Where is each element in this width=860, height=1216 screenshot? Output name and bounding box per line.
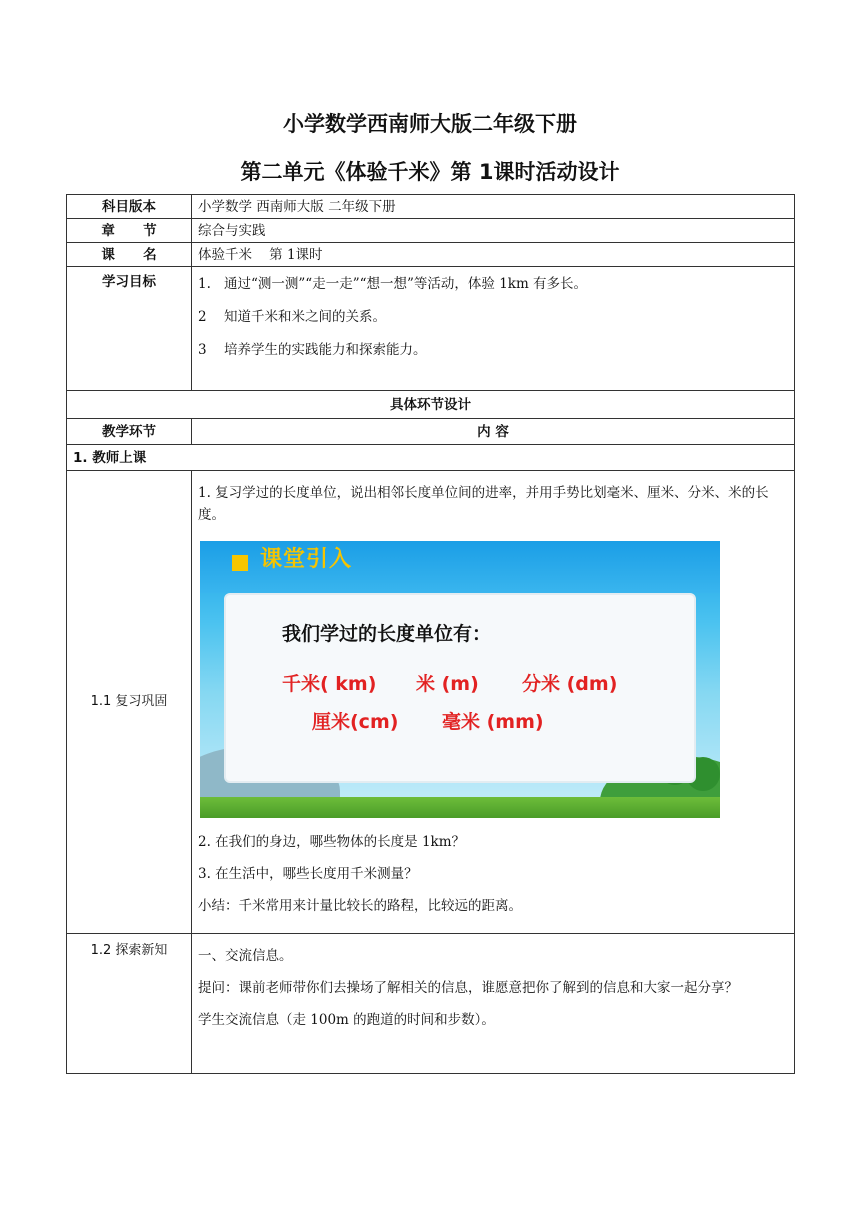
explore-content (192, 934, 795, 1074)
table-row-subject (67, 195, 795, 219)
review-content (192, 471, 795, 934)
chapter-value: 综合与实践 (192, 219, 795, 243)
review-summary: 小结：千米常用来计量比较长的路程，比较远的距离。 (198, 898, 522, 914)
stage-column-header: 教学环节 (67, 419, 192, 445)
subject-value: 小学数学 西南师大版 二年级下册 (192, 195, 795, 219)
table-row-lesson (67, 243, 795, 267)
table-row-explore (67, 934, 795, 1074)
objective-item: 3 培养学生的实践能力和探索能力。 (198, 342, 427, 358)
lesson-plan-table (66, 194, 795, 1074)
explore-line-3: 学生交流信息（走 100m 的跑道的时间和步数）。 (198, 1012, 495, 1028)
table-row-objectives (67, 267, 795, 391)
objectives-list (192, 267, 795, 391)
lesson-value: 体验千米 第 1课时 (192, 243, 795, 267)
document-subtitle: 第二单元《体验千米》第 1课时活动设计 (240, 160, 620, 184)
slide-header-text: 课堂引入 (260, 547, 353, 572)
subject-label: 科目版本 (67, 195, 192, 219)
unit-mm: 毫米 (mm) (442, 711, 544, 733)
review-item-3: 3. 在生活中，哪些长度用千米测量？ (198, 866, 418, 882)
design-header: 具体环节设计 (67, 391, 795, 419)
table-row-columns (67, 419, 795, 445)
lesson-label: 课 名 (67, 243, 192, 267)
chapter-label: 章 节 (67, 219, 192, 243)
explore-line-1: 一、交流信息。 (198, 948, 293, 964)
table-row-section1 (67, 445, 795, 471)
table-row-chapter (67, 219, 795, 243)
square-bullet-icon (232, 555, 248, 571)
unit-dm: 分米 (dm) (522, 673, 618, 695)
document-title: 小学数学西南师大版二年级下册 (283, 112, 577, 136)
unit-cm: 厘米(cm) (312, 711, 399, 733)
section-heading: 1. 教师上课 (67, 445, 795, 471)
slide-question: 我们学过的长度单位有： (282, 623, 492, 645)
grass-decoration (200, 797, 720, 818)
review-item-2: 2. 在我们的身边，哪些物体的长度是 1km？ (198, 834, 466, 850)
review-item-1: 1. 复习学过的长度单位，说出相邻长度单位间的进率，并用手势比划毫米、厘米、分米、米的长度。 (198, 485, 769, 523)
unit-km: 千米( km) (282, 673, 377, 695)
objective-item: 1. 通过“测一测”“走一走”“想一想”等活动，体验 1km 有多长。 (198, 276, 588, 292)
unit-m: 米 (m) (416, 673, 479, 695)
explore-line-2: 提问：课前老师带你们去操场了解相关的信息，谁愿意把你了解到的信息和大家一起分享？ (198, 980, 738, 996)
explore-label: 1.2 探索新知 (67, 934, 192, 1074)
review-label: 1.1 复习巩固 (67, 471, 192, 934)
objectives-label: 学习目标 (67, 267, 192, 391)
lesson-slide-image (200, 541, 720, 818)
content-column-header: 内 容 (192, 419, 795, 445)
table-row-review (67, 471, 795, 934)
table-row-design-header (67, 391, 795, 419)
objective-item: 2 知道千米和米之间的关系。 (198, 309, 386, 325)
